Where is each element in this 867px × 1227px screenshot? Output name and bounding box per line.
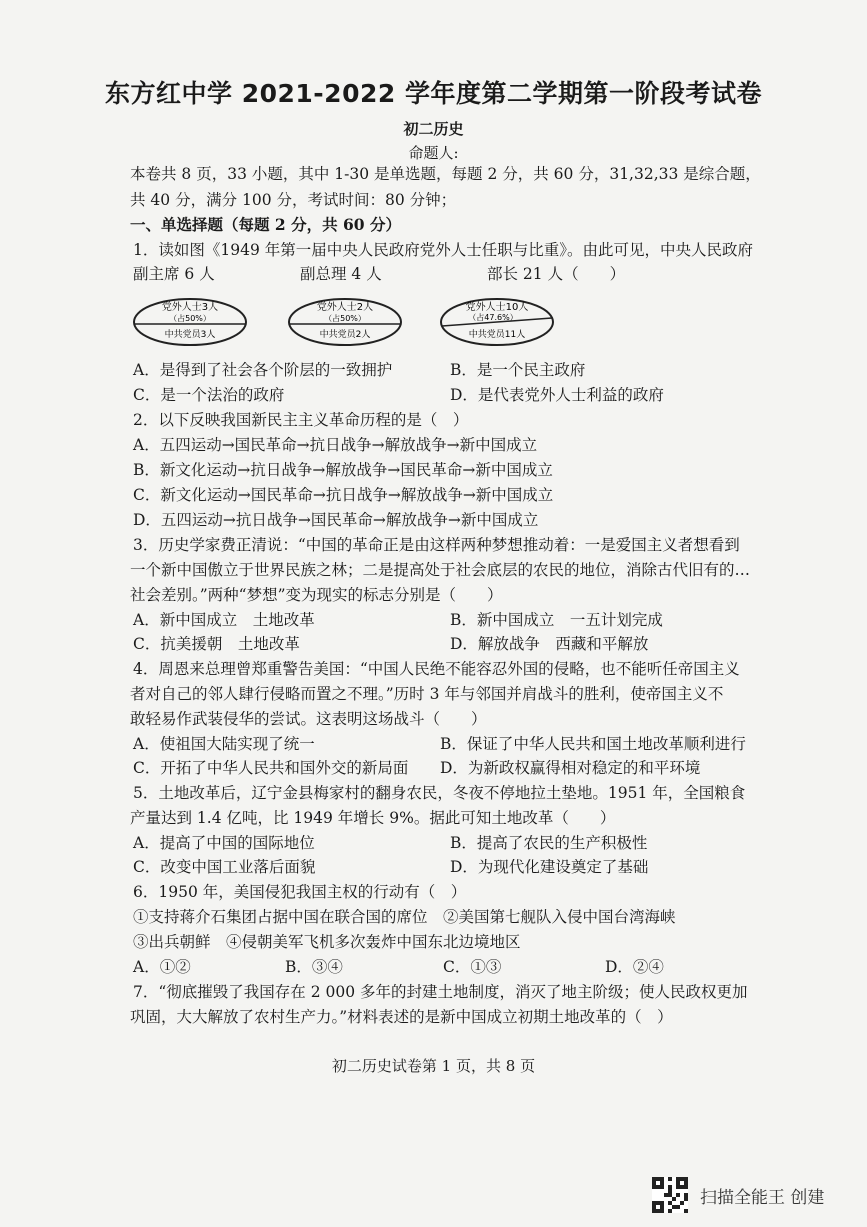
subject-label: 初二历史 [403,120,464,138]
q1-label-vice-premier: 副总理 4 人 [300,265,382,283]
fig3-bottom: 中共党员11人 [468,330,526,340]
exam-title: 东方红中学 2021-2022 学年度第二学期第一阶段考试卷 [105,79,762,108]
q5-option-b: B．提高了农民的生产积极性 [450,834,648,852]
q6-option-d: D．②④ [605,958,664,976]
q1-pie-vice-premier [285,296,405,348]
q2-stem: 2．以下反映我国新民主主义革命历程的是（ ） [133,411,469,429]
q4-option-c: C．开拓了中华人民共和国外交的新局面 [133,759,409,777]
q2-option-c: C．新文化运动→国民革命→抗日战争→解放战争→新中国成立 [133,486,554,504]
q4-option-b: B．保证了中华人民共和国土地改革顺利进行 [440,735,746,753]
fig1-pct: （占50%） [169,314,211,323]
q1-option-c: C．是一个法治的政府 [133,386,285,404]
section-heading: 一、单选择题（每题 2 分，共 60 分） [130,215,401,234]
q2-option-d: D．五四运动→抗日战争→国民革命→解放战争→新中国成立 [133,511,539,529]
q5-option-c: C．改变中国工业落后面貌 [133,858,316,876]
q1-stem: 1．读如图《1949 年第一届中央人民政府党外人士任职与比重》。由此可见，中央人民政府 [133,241,753,259]
intro-line-2: 共 40 分，满分 100 分，考试时间：80 分钟； [130,191,457,209]
scanner-watermark [652,1177,824,1213]
q7-stem-2: 巩固，大大解放了农村生产力。”材料表述的是新中国成立初期土地改革的（ ） [130,1008,673,1026]
intro-line-1: 本卷共 8 页，33 小题，其中 1-30 是单选题，每题 2 分，共 60 分，31,32,33 是综合题， [130,165,761,183]
q2-option-b: B．新文化运动→抗日战争→解放战争→国民革命→新中国成立 [133,461,553,479]
q5-stem-2: 产量达到 1.4 亿吨，比 1949 年增长 9%。据此可知土地改革（ ） [130,809,616,827]
q5-option-d: D．为现代化建设奠定了基础 [450,858,649,876]
q3-option-c: C．抗美援朝 土地改革 [133,635,300,653]
fig2-bottom: 中共党员2人 [319,330,371,340]
q4-stem-1: 4．周恩来总理曾郑重警告美国：“中国人民绝不能容忍外国的侵略，也不能听任帝国主义 [133,660,740,678]
q3-option-d: D．解放战争 西藏和平解放 [450,635,649,653]
q1-label-vice-chair: 副主席 6 人 [133,265,215,283]
q2-option-a: A．五四运动→国民革命→抗日战争→解放战争→新中国成立 [133,436,538,454]
qr-code-icon [652,1177,688,1213]
q6-option-a: A．①② [133,958,191,976]
q5-option-a: A．提高了中国的国际地位 [133,834,315,852]
q4-stem-3: 敢轻易作武装侵华的尝试。这表明这场战斗（ ） [130,710,487,728]
page-footer: 初二历史试卷第 1 页，共 8 页 [331,1057,536,1075]
q1-option-b: B．是一个民主政府 [450,361,586,379]
q6-option-b: B．③④ [285,958,343,976]
q3-stem-1: 3．历史学家费正清说：“中国的革命正是由这样两种梦想推动着：一是爱国主义者想看到 [133,536,740,554]
fig3-pct: （占47.6%） [468,313,518,322]
q1-label-minister: 部长 21 人（ ） [487,265,626,283]
q6-stem: 6．1950 年，美国侵犯我国主权的行动有（ ） [133,883,467,901]
q3-option-b: B．新中国成立 一五计划完成 [450,611,663,629]
q7-stem-1: 7．“彻底摧毁了我国存在 2 000 多年的封建土地制度，消灭了地主阶级；使人民政权更加 [133,983,748,1001]
q4-option-d: D．为新政权赢得相对稳定的和平环境 [440,759,701,777]
q1-pie-vice-chair [130,296,250,348]
fig3-top: 党外人士10人 [465,302,529,313]
q1-pie-minister [437,296,557,348]
q4-option-a: A．使祖国大陆实现了统一 [133,735,315,753]
q6-item-line-2: ③出兵朝鲜 ④侵朝美军飞机多次轰炸中国东北边境地区 [133,933,521,951]
q4-stem-2: 者对自己的邻人肆行侵略而置之不理。”历时 3 年与邻国并肩战斗的胜利，使帝国主义不 [130,685,724,703]
fig1-bottom: 中共党员3人 [164,330,216,340]
q1-option-a: A．是得到了社会各个阶层的一致拥护 [133,361,393,379]
watermark-text: 扫描全能王 创建 [700,1187,825,1208]
q3-option-a: A．新中国成立 土地改革 [133,611,315,629]
q3-stem-3: 社会差别。”两种“梦想”变为现实的标志分别是（ ） [130,586,503,604]
author-label: 命题人: [408,144,459,162]
fig1-top: 党外人士3人 [161,302,219,313]
fig2-top: 党外人士2人 [316,302,374,313]
q6-option-c: C．①③ [443,958,502,976]
fig2-pct: （占50%） [324,314,366,323]
q1-option-d: D．是代表党外人士利益的政府 [450,386,664,404]
q6-item-line-1: ①支持蒋介石集团占据中国在联合国的席位 ②美国第七舰队入侵中国台湾海峡 [133,908,676,926]
q5-stem-1: 5．土地改革后，辽宁金县梅家村的翻身农民，冬夜不停地拉土垫地。1951 年，全国粮食 [133,784,746,802]
q3-stem-2: 一个新中国傲立于世界民族之林；二是提高处于社会底层的农民的地位，消除古代旧有的… [130,561,751,579]
